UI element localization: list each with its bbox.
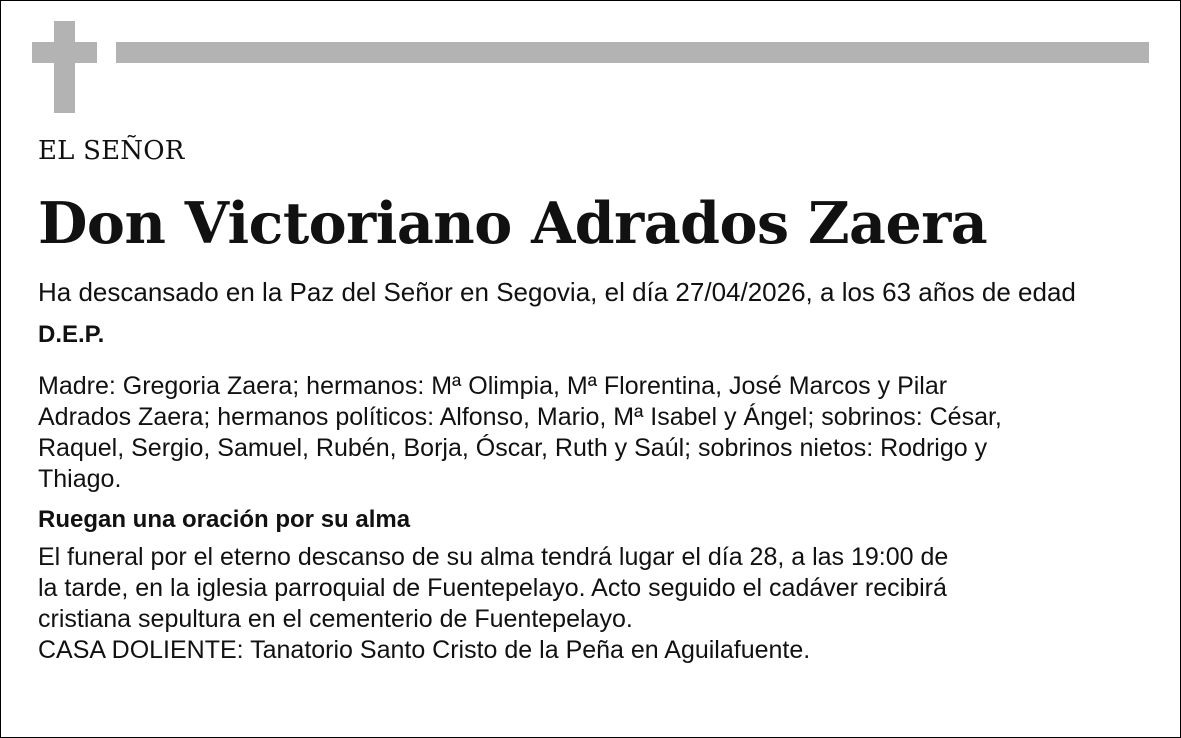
family-line: Madre: Gregoria Zaera; hermanos: Mª Olimpia, Mª Florentina, José Marcos y Pilar bbox=[38, 372, 948, 400]
funeral-details bbox=[38, 542, 1153, 666]
cross-vertical-beam bbox=[54, 21, 75, 113]
family-line: Adrados Zaera; hermanos políticos: Alfonso, Mario, Mª Isabel y Ángel; sobrinos: César, bbox=[38, 403, 1002, 431]
dep-label: D.E.P. bbox=[38, 321, 105, 348]
header-divider-bar bbox=[116, 42, 1149, 63]
cross-icon bbox=[32, 21, 97, 113]
death-notice: Ha descansado en la Paz del Señor en Segovia, el día 27/04/2026, a los 63 años de edad bbox=[38, 277, 1076, 307]
cross-horizontal-beam bbox=[32, 42, 97, 63]
obituary-content bbox=[38, 135, 1153, 666]
family-line: Raquel, Sergio, Samuel, Rubén, Borja, Óscar, Ruth y Saúl; sobrinos nietos: Rodrigo y bbox=[38, 434, 988, 462]
family-line: Thiago. bbox=[38, 465, 122, 493]
funeral-line: la tarde, en la iglesia parroquial de Fuentepelayo. Acto seguido el cadáver recibirá bbox=[38, 574, 947, 602]
deceased-name: Don Victoriano Adrados Zaera bbox=[38, 190, 988, 257]
family-list bbox=[38, 371, 1153, 495]
funeral-line: CASA DOLIENTE: Tanatorio Santo Cristo de la Peña en Aguilafuente. bbox=[38, 636, 811, 664]
funeral-line: cristiana sepultura en el cementerio de Fuentepelayo. bbox=[38, 605, 633, 633]
funeral-line: El funeral por el eterno descanso de su alma tendrá lugar el día 28, a las 19:00 de bbox=[38, 543, 949, 571]
prayer-request: Ruegan una oración por su alma bbox=[38, 506, 411, 533]
honorific: EL SEÑOR bbox=[38, 136, 185, 166]
